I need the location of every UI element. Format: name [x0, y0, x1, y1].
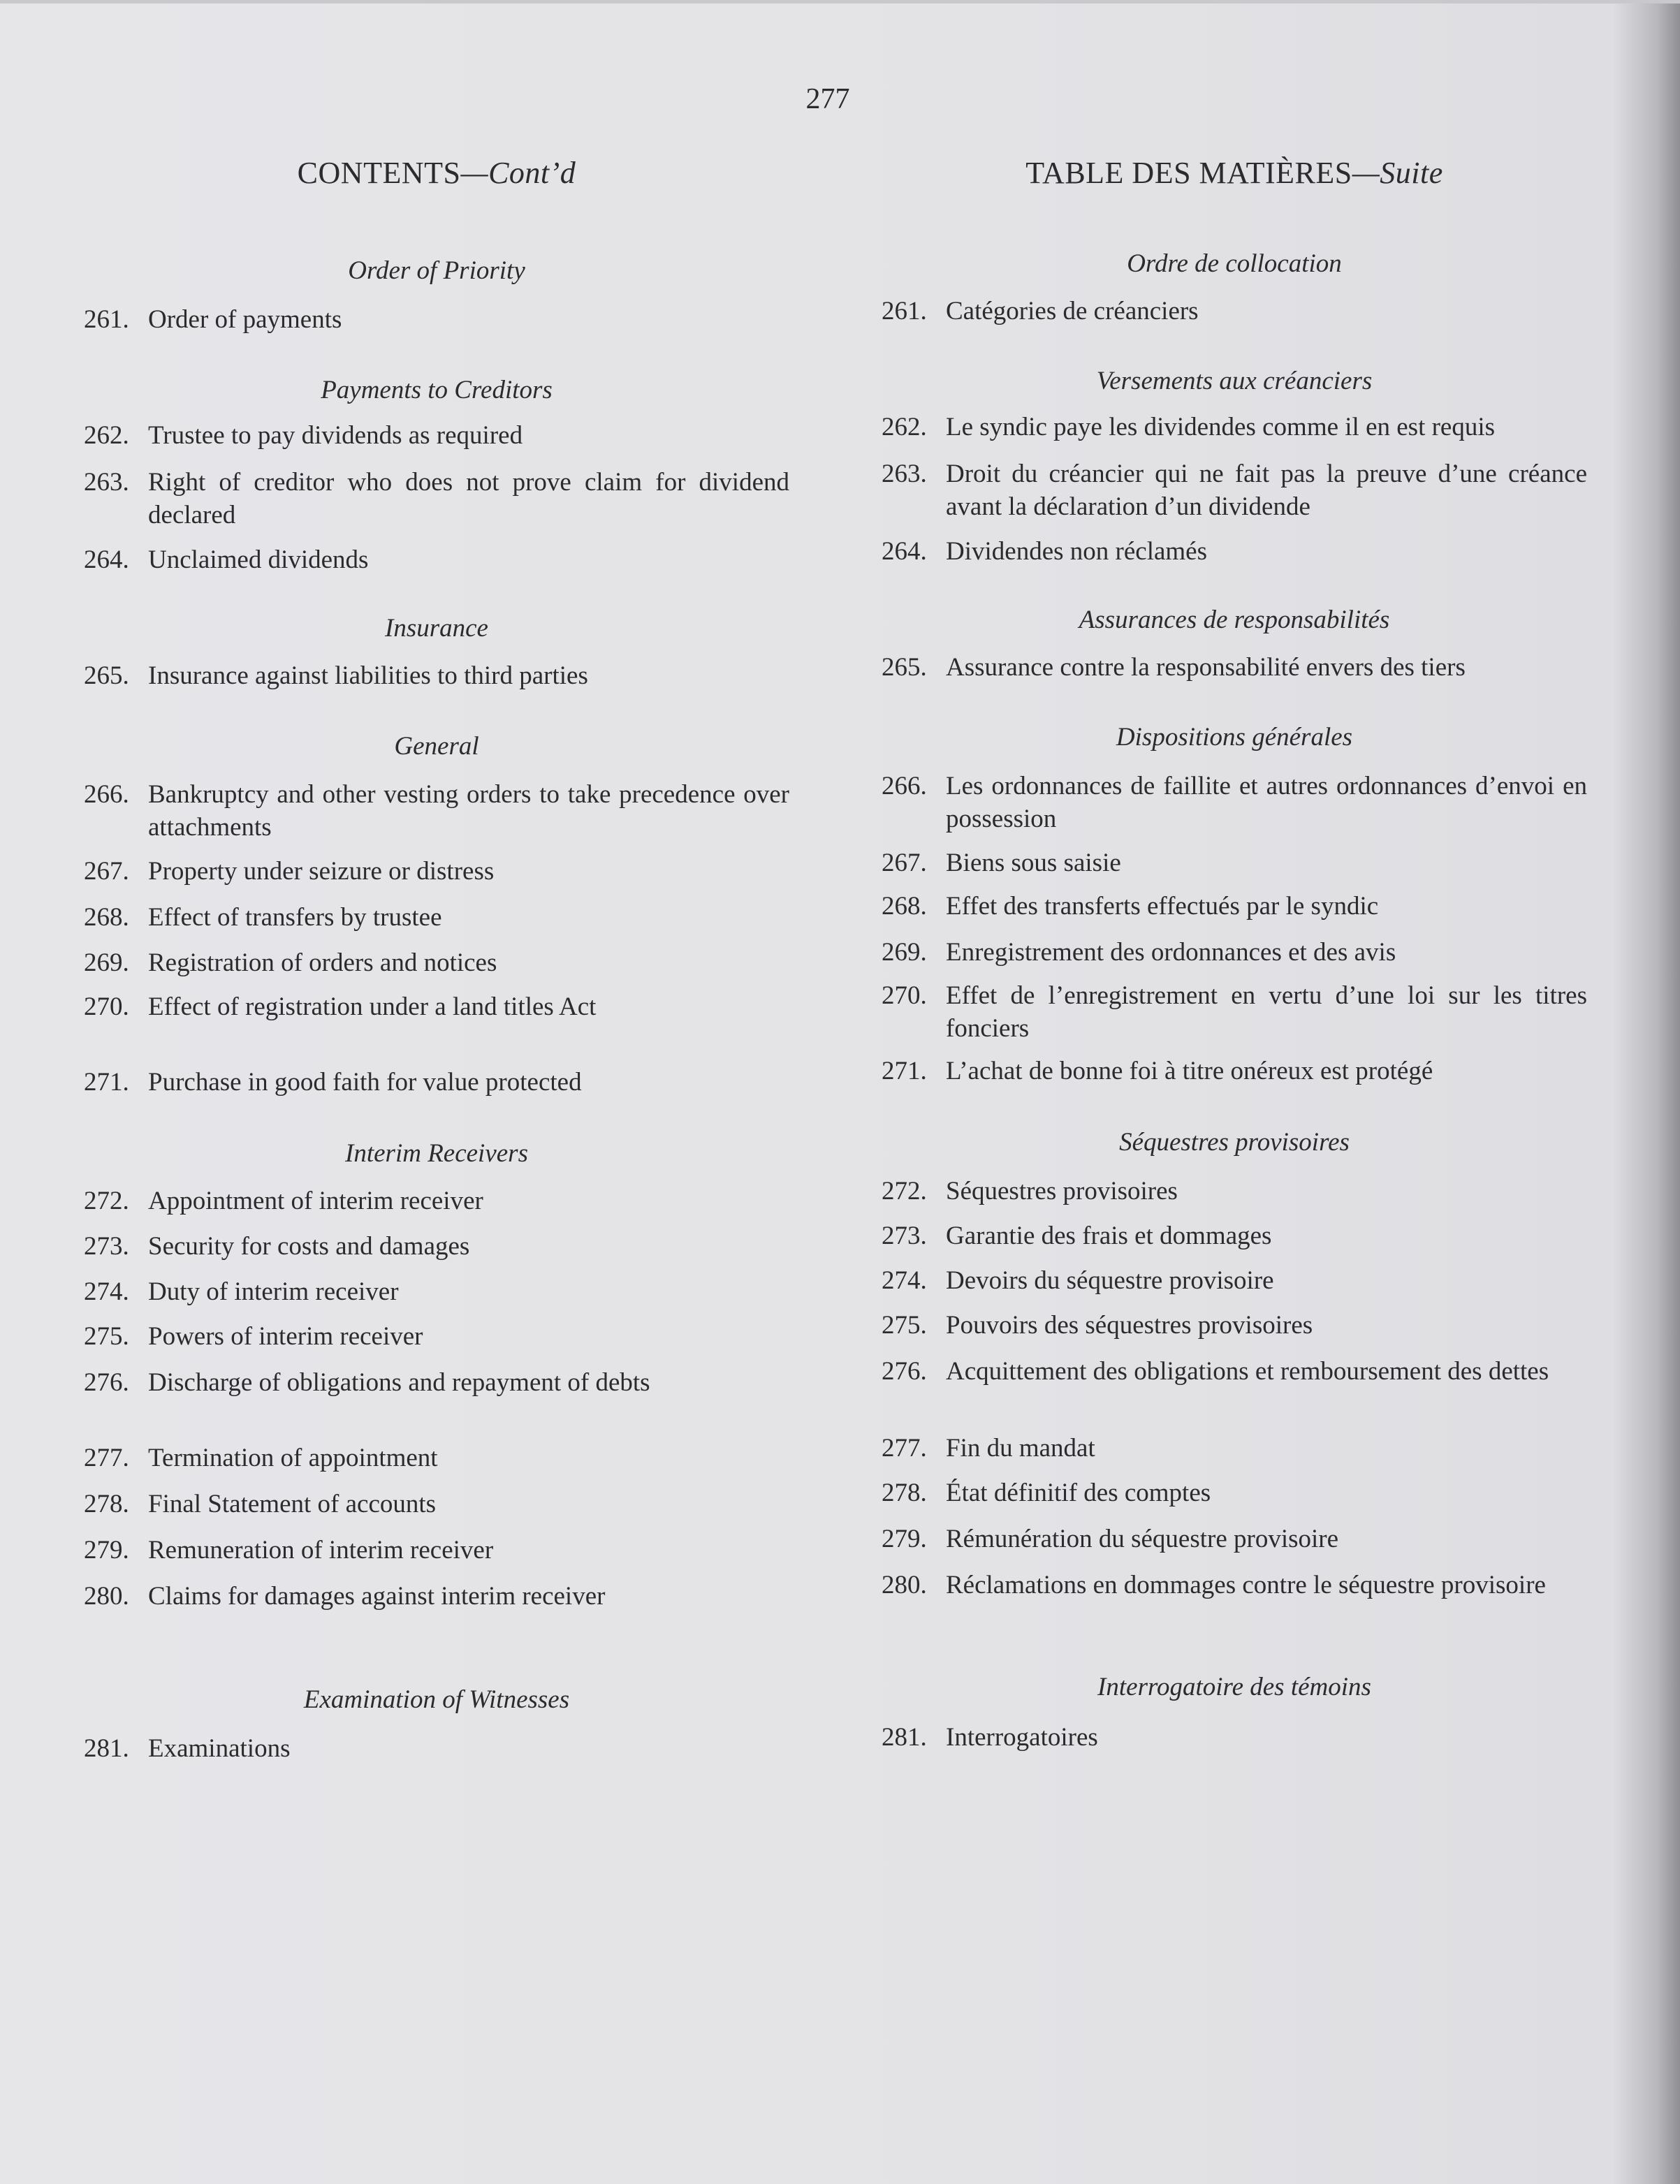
entry-text: Réclamations en dommages contre le séquestre provisoire	[946, 1571, 1546, 1599]
contents-entry	[882, 770, 1587, 835]
contents-entry	[882, 1432, 1587, 1465]
entry-text: Le syndic paye les dividendes comme il en est requis	[946, 413, 1496, 441]
contents-entry	[84, 303, 789, 336]
entry-text: Effect of registration under a land titles Act	[148, 992, 597, 1021]
entry-number: 281.	[882, 1723, 927, 1752]
entry-text: Effet de l’enregistrement en vertu d’une loi sur les titres fonciers	[946, 981, 1587, 1043]
section-heading: Insurance	[385, 614, 488, 643]
contents-entry	[882, 1175, 1587, 1208]
contents-entry	[882, 1264, 1587, 1297]
entry-text: Order of payments	[148, 305, 342, 334]
entry-text: Discharge of obligations and repayment of debts	[148, 1368, 650, 1397]
entry-text: Biens sous saisie	[946, 849, 1121, 877]
contents-entry	[84, 543, 789, 576]
entry-number: 262.	[882, 413, 927, 441]
contents-entry	[84, 1442, 789, 1474]
entry-text: Remuneration of interim receiver	[148, 1536, 494, 1564]
entry-number: 264.	[84, 545, 129, 574]
entry-text: Property under seizure or distress	[148, 857, 495, 886]
section-heading: Examination of Witnesses	[303, 1685, 570, 1714]
contents-entry	[84, 1230, 789, 1263]
entry-number: 273.	[882, 1222, 927, 1250]
entry-number: 278.	[882, 1479, 927, 1507]
entry-text: Interrogatoires	[946, 1723, 1098, 1752]
entry-number: 279.	[84, 1536, 129, 1564]
section-heading: Assurances de responsabilités	[1079, 606, 1390, 634]
entry-number: 266.	[84, 780, 129, 809]
entry-text: Enregistrement des ordonnances et des avis	[946, 938, 1396, 967]
french-title-main: TABLE DES MATIÈRES	[1025, 156, 1352, 190]
entry-number: 268.	[84, 903, 129, 932]
contents-entry	[84, 1580, 789, 1613]
contents-entry	[882, 1476, 1587, 1509]
section-heading: Interim Receivers	[345, 1139, 528, 1168]
entry-number: 272.	[84, 1187, 129, 1215]
entry-text: Dividendes non réclamés	[946, 537, 1207, 566]
entry-text: L’achat de bonne foi à titre onéreux est protégé	[946, 1057, 1433, 1085]
contents-entry	[84, 1320, 789, 1353]
entry-text: Bankruptcy and other vesting orders to take precedence over attachments	[148, 780, 789, 842]
entry-number: 261.	[882, 297, 927, 325]
contents-entry	[84, 659, 789, 692]
entry-text: Insurance against liabilities to third parties	[148, 661, 588, 690]
entry-number: 274.	[84, 1277, 129, 1306]
entry-text: Purchase in good faith for value protected	[148, 1068, 582, 1097]
contents-entry	[84, 1066, 789, 1099]
entry-text: Les ordonnances de faillite et autres ordonnances d’envoi en possession	[946, 772, 1587, 833]
entry-text: Rémunération du séquestre provisoire	[946, 1525, 1339, 1553]
entry-text: Garantie des frais et dommages	[946, 1222, 1272, 1250]
entry-number: 278.	[84, 1490, 129, 1518]
entry-number: 263.	[84, 468, 129, 497]
section-heading: Versements aux créanciers	[1096, 367, 1373, 395]
contents-entry	[882, 936, 1587, 969]
french-column-title	[882, 155, 1587, 191]
entry-number: 262.	[84, 421, 129, 450]
english-title-main: CONTENTS	[297, 156, 461, 190]
entry-text: Devoirs du séquestre provisoire	[946, 1266, 1274, 1295]
contents-entry	[84, 419, 789, 452]
entry-number: 275.	[882, 1311, 927, 1340]
entry-text: Security for costs and damages	[148, 1232, 470, 1261]
contents-entry	[84, 1366, 789, 1399]
contents-entry	[882, 457, 1587, 523]
contents-entry	[882, 847, 1587, 879]
entry-number: 267.	[882, 849, 927, 877]
section-heading: Dispositions générales	[1116, 723, 1353, 752]
contents-entry	[84, 946, 789, 979]
entry-number: 281.	[84, 1734, 129, 1763]
french-title-suffix: —Suite	[1352, 156, 1443, 190]
entry-number: 269.	[84, 948, 129, 977]
entry-number: 272.	[882, 1177, 927, 1205]
contents-entry	[882, 1219, 1587, 1252]
contents-entry	[882, 979, 1587, 1045]
contents-entry	[84, 1732, 789, 1765]
entry-number: 277.	[882, 1434, 927, 1463]
entry-number: 274.	[882, 1266, 927, 1295]
english-title-suffix: —Cont’d	[460, 156, 576, 190]
contents-entry	[882, 1721, 1587, 1754]
english-column-title	[84, 155, 789, 191]
entry-number: 264.	[882, 537, 927, 566]
entry-number: 265.	[882, 653, 927, 682]
page-number: 277	[805, 83, 850, 115]
page-top-edge	[0, 0, 1680, 3]
entry-text: Examinations	[148, 1734, 291, 1763]
entry-number: 271.	[882, 1057, 927, 1085]
entry-text: Droit du créancier qui ne fait pas la preuve d’une créance avant la déclaration d’un dividende	[946, 460, 1587, 521]
entry-text: Catégories de créanciers	[946, 297, 1199, 325]
section-heading: Ordre de collocation	[1127, 249, 1342, 278]
contents-entry	[882, 1355, 1587, 1388]
section-heading: Séquestres provisoires	[1119, 1128, 1350, 1157]
entry-text: Pouvoirs des séquestres provisoires	[946, 1311, 1313, 1340]
contents-entry	[882, 535, 1587, 568]
entry-text: Fin du mandat	[946, 1434, 1095, 1463]
entry-text: Assurance contre la responsabilité envers des tiers	[946, 653, 1466, 682]
entry-number: 280.	[84, 1582, 129, 1611]
entry-number: 276.	[84, 1368, 129, 1397]
entry-number: 273.	[84, 1232, 129, 1261]
entry-text: Registration of orders and notices	[148, 948, 497, 977]
contents-entry	[84, 1275, 789, 1308]
contents-entry	[84, 1534, 789, 1567]
contents-entry	[84, 466, 789, 532]
entry-text: Effet des transferts effectués par le syndic	[946, 892, 1379, 921]
contents-entry	[84, 1185, 789, 1217]
entry-number: 269.	[882, 938, 927, 967]
contents-entry	[882, 295, 1587, 328]
contents-entry	[84, 778, 789, 844]
contents-entry	[882, 890, 1587, 923]
entry-number: 270.	[84, 992, 129, 1021]
entry-text: Unclaimed dividends	[148, 545, 369, 574]
entry-number: 266.	[882, 772, 927, 800]
contents-entry	[84, 901, 789, 934]
entry-number: 267.	[84, 857, 129, 886]
contents-entry	[84, 855, 789, 888]
contents-entry	[84, 1488, 789, 1520]
contents-entry	[882, 1309, 1587, 1342]
entry-text: Claims for damages against interim receiver	[148, 1582, 606, 1611]
contents-entry	[882, 411, 1587, 444]
entry-number: 280.	[882, 1571, 927, 1599]
section-heading: General	[394, 732, 479, 761]
entry-number: 276.	[882, 1357, 927, 1386]
contents-entry	[882, 1055, 1587, 1087]
contents-entry	[882, 651, 1587, 684]
entry-number: 263.	[882, 460, 927, 488]
entry-text: Termination of appointment	[148, 1444, 438, 1472]
contents-entry	[882, 1523, 1587, 1555]
entry-text: Right of creditor who does not prove claim for dividend declared	[148, 468, 789, 529]
entry-text: Effect of transfers by trustee	[148, 903, 442, 932]
entry-number: 265.	[84, 661, 129, 690]
entry-text: Duty of interim receiver	[148, 1277, 399, 1306]
entry-number: 279.	[882, 1525, 927, 1553]
entry-number: 261.	[84, 305, 129, 334]
entry-text: Trustee to pay dividends as required	[148, 421, 523, 450]
contents-entry	[882, 1569, 1587, 1602]
entry-number: 270.	[882, 981, 927, 1010]
section-heading: Interrogatoire des témoins	[1097, 1673, 1371, 1701]
section-heading: Order of Priority	[348, 256, 525, 285]
entry-text: Powers of interim receiver	[148, 1322, 423, 1351]
section-heading: Payments to Creditors	[321, 376, 553, 404]
entry-text: Appointment of interim receiver	[148, 1187, 483, 1215]
entry-text: État définitif des comptes	[946, 1479, 1211, 1507]
entry-text: Séquestres provisoires	[946, 1177, 1178, 1205]
entry-number: 271.	[84, 1068, 129, 1097]
entry-text: Acquittement des obligations et remboursement des dettes	[946, 1357, 1549, 1386]
entry-number: 277.	[84, 1444, 129, 1472]
entry-number: 268.	[882, 892, 927, 921]
entry-number: 275.	[84, 1322, 129, 1351]
contents-entry	[84, 990, 789, 1023]
entry-text: Final Statement of accounts	[148, 1490, 437, 1518]
